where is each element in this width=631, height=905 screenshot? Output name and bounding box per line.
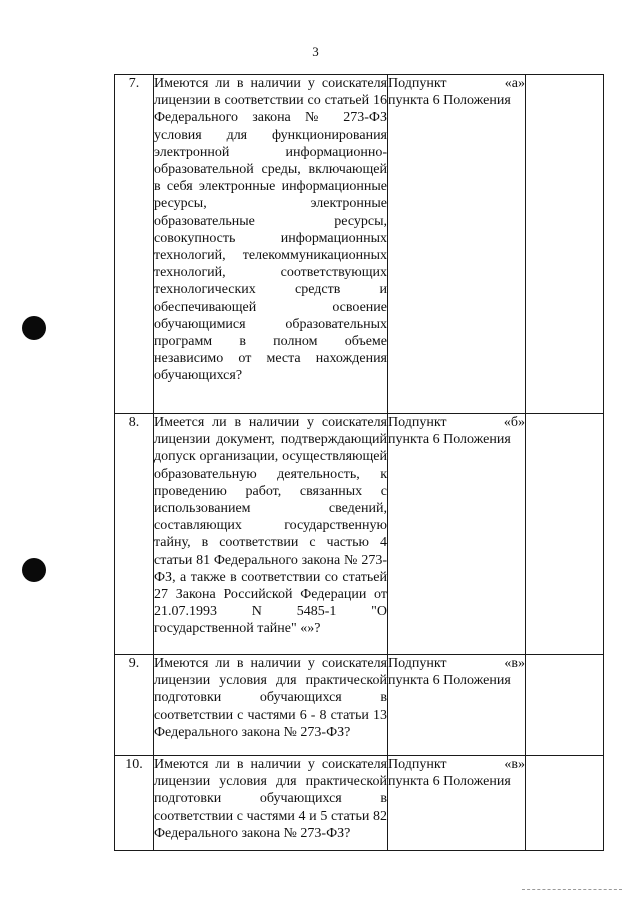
checklist-table (114, 74, 604, 851)
question-text: Имеется ли в наличии у соискателя лицензии документ, подтверждающий допуск организации, осуществляющей образовательную деятельность, к проведению работ, связанных с использованием сведений, составляющих государственную тайну, в соответствии с частью 4 статьи 81 Федерального закона № 273-ФЗ, а также в соответствии со статьей 27 Закона Российской Федерации от 21.07.1993 N 5485-1 "О государственной тайне" «»? (154, 414, 388, 655)
regulation-reference (388, 655, 526, 756)
reference-clause: пункта 6 Положения (388, 673, 511, 689)
footer-scan-rule (522, 889, 622, 890)
row-number: 9. (115, 655, 154, 756)
punch-hole-mark (22, 558, 46, 582)
table-row (115, 756, 604, 851)
question-text: Имеются ли в наличии у соискателя лицензии условия для практической подготовки обучающихся в соответствии с частями 4 и 5 статьи 82 Федерального закона № 273-ФЗ? (154, 756, 388, 851)
punch-hole-mark (22, 316, 46, 340)
regulation-reference (388, 756, 526, 851)
reference-subclause: Подпункт «б» (388, 415, 525, 430)
reference-subclause: Подпункт «в» (388, 757, 525, 772)
table-row (115, 75, 604, 414)
question-text: Имеются ли в наличии у соискателя лицензии условия для практической подготовки обучающихся в соответствии с частями 6 - 8 статьи 13 Федерального закона № 273-ФЗ? (154, 655, 388, 756)
table-row (115, 414, 604, 655)
reference-clause: пункта 6 Положения (388, 93, 511, 109)
regulation-reference (388, 75, 526, 414)
page-number: 3 (312, 44, 319, 59)
note-cell (526, 655, 604, 756)
reference-subclause: Подпункт «а» (388, 76, 525, 91)
row-number: 8. (115, 414, 154, 655)
row-number: 10. (115, 756, 154, 851)
note-cell (526, 75, 604, 414)
regulation-reference (388, 414, 526, 655)
note-cell (526, 756, 604, 851)
note-cell (526, 414, 604, 655)
row-number: 7. (115, 75, 154, 414)
reference-clause: пункта 6 Положения (388, 432, 511, 448)
reference-clause: пункта 6 Положения (388, 774, 511, 790)
question-text: Имеются ли в наличии у соискателя лицензии в соответствии со статьей 16 Федерального закона № 273-ФЗ условия для функционирования электронной информационно-образовательной среды, включающей в себя электронные информационные ресурсы, электронные образовательные ресурсы, совокупность информационных технологий, телекоммуникационных технологий, соответствующих технологических средств и обеспечивающей освоение обучающимися образовательных программ в полном объеме независимо от места нахождения обучающихся? (154, 75, 388, 414)
table-row (115, 655, 604, 756)
reference-subclause: Подпункт «в» (388, 656, 525, 671)
